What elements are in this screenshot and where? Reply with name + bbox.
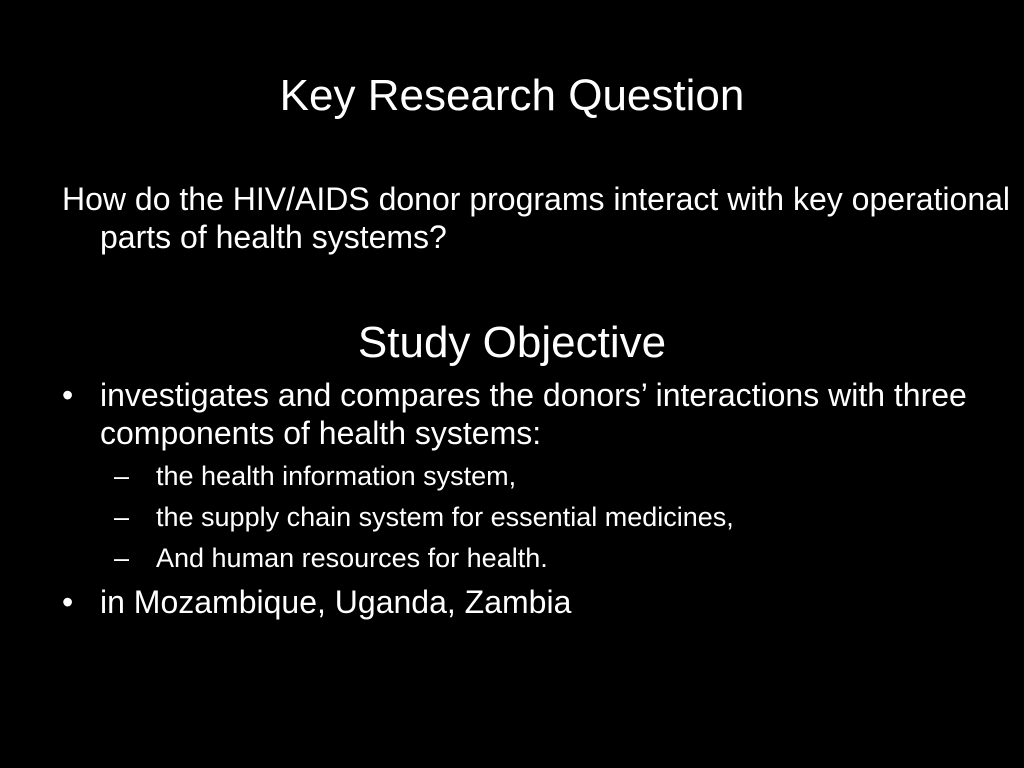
dash-marker: – bbox=[114, 502, 130, 532]
dash-marker: – bbox=[114, 543, 130, 573]
sub-bullet-item bbox=[110, 497, 982, 538]
section-subtitle: Study Objective bbox=[357, 318, 667, 367]
bullet-item bbox=[62, 376, 982, 579]
sub-bullet-text: the health information system, bbox=[156, 461, 517, 491]
bullet-marker: • bbox=[62, 584, 74, 620]
dash-marker: – bbox=[114, 461, 130, 491]
objective-bullet-list bbox=[62, 376, 982, 621]
slide-title: Key Research Question bbox=[279, 71, 745, 120]
sub-bullet-item bbox=[110, 538, 982, 579]
bullet-text: in Mozambique, Uganda, Zambia bbox=[100, 584, 572, 620]
sub-bullet-list bbox=[100, 456, 982, 579]
research-question: How do the HIV/AIDS donor programs interact with key operational parts of health systems? bbox=[62, 181, 1011, 255]
bullet-marker: • bbox=[62, 377, 74, 413]
bullet-item bbox=[62, 583, 982, 621]
bullet-text: investigates and compares the donors’ interactions with three components of health systems: bbox=[100, 377, 967, 451]
sub-bullet-text: And human resources for health. bbox=[156, 543, 548, 573]
sub-bullet-text: the supply chain system for essential medicines, bbox=[156, 502, 734, 532]
sub-bullet-item bbox=[110, 456, 982, 497]
